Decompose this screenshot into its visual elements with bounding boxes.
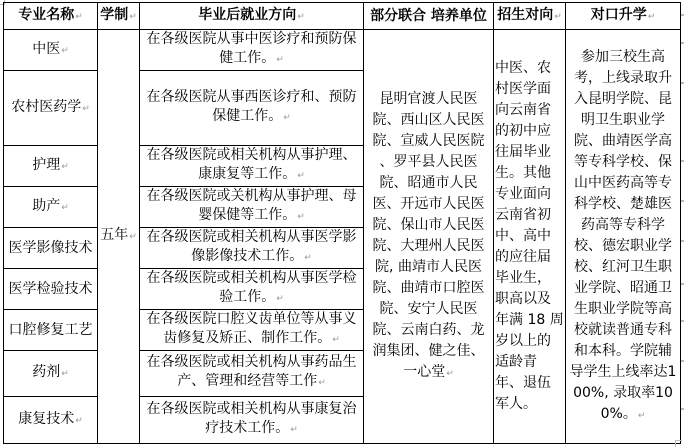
paragraph-mark-icon: ↵	[304, 253, 312, 263]
header-career: 毕业后就业方向↵	[140, 3, 364, 30]
paragraph-mark-icon: ↵	[75, 11, 83, 22]
career-cell: 在各级医院或相关机构从事医学影像影像技术工作。↵	[140, 228, 364, 269]
header-further-study: 对口升学↵	[566, 3, 681, 30]
major-cell: 医学影像技术	[4, 228, 98, 269]
header-duration: 学制↵	[98, 3, 140, 30]
career-cell: 在各级医院或相关机构从事康复治疗技术工作。↵	[140, 397, 364, 444]
duration-cell: 五年↵	[98, 30, 140, 444]
paragraph-mark-icon: ↵	[446, 368, 454, 379]
paragraph-mark-icon: ↵	[647, 11, 656, 22]
paragraph-mark-icon: ↵	[129, 232, 137, 242]
paragraph-mark-icon: ↵	[61, 369, 69, 379]
career-cell: 在各级医院口腔义齿单位等从事义齿修复及矫正、制作工作。↵	[140, 310, 364, 351]
major-cell: 药剂↵	[4, 351, 98, 397]
major-cell: 助产↵	[4, 187, 98, 228]
paragraph-mark-icon: ↵	[554, 11, 562, 22]
career-cell: 在各级医院从事西医诊疗和、预防保健工作。↵	[140, 71, 364, 146]
paragraph-mark-icon: ↵	[290, 425, 298, 435]
paragraph-mark-icon: ↵	[332, 335, 340, 345]
paragraph-mark-icon: ↵	[297, 171, 305, 181]
header-row	[4, 3, 681, 30]
major-cell: 农村医药学↵	[4, 71, 98, 146]
partners-cell: 昆明官渡人民医院、西山区人民医院、宣威人民医院 、罗平县人民医院、昭通市人民医、开远市人民医院、保山市人民医院、大理州人民医院, 曲靖市人民医院、曲靖市口腔医院、安宁人民医院、云南白药、龙润集团、健之佳、一心堂↵	[364, 30, 494, 444]
program-table	[3, 2, 681, 444]
paragraph-mark-icon: ↵	[129, 11, 137, 22]
paragraph-mark-icon: ↵	[318, 378, 326, 388]
paragraph-mark-icon: ↵	[75, 415, 83, 426]
major-cell: 康复技术↵	[4, 397, 98, 444]
major-cell: 口腔修复工艺	[4, 310, 98, 351]
paragraph-mark-icon: ↵	[276, 55, 284, 65]
career-cell: 在各级医院或相关机构从事医学检验工作。↵	[140, 269, 364, 310]
header-major: 专业名称↵	[4, 3, 98, 30]
table-row	[4, 30, 681, 71]
major-cell: 护理↵	[4, 146, 98, 187]
paragraph-mark-icon: ↵	[82, 103, 90, 114]
paragraph-mark-icon: ↵	[61, 202, 69, 213]
header-enrollment: 招生对向↵	[494, 3, 566, 30]
major-cell: 医学检验技术	[4, 269, 98, 310]
career-cell: 在各级医院从事中医诊疗和预防保健工作。↵	[140, 30, 364, 71]
career-cell: 在各级医院或关机构从事护理、母婴保健等工作。↵	[140, 187, 364, 228]
further-study-cell: 参加三校生高考，上线录取升入昆明学院、昆明卫生职业学院、曲靖医学高等专科学校、保山中医药高等专科学校、楚雄医药高等专科学校、德宏职业学校、红河卫生职业学院、昭通卫生职业学院等高校就读普通专科和本科。学院辅导学生上线率达100%, 录取率100%。↵	[566, 30, 681, 444]
major-cell: 中医↵	[4, 30, 98, 71]
header-partners: 部分联合 培养单位	[364, 3, 494, 30]
paragraph-mark-icon: ↵	[61, 45, 69, 56]
paragraph-mark-icon: ↵	[283, 113, 291, 123]
career-cell: 在各级医院或相关机构从事护理、康康复等工作。↵	[140, 146, 364, 187]
paragraph-mark-icon: ↵	[297, 11, 305, 22]
paragraph-mark-icon: ↵	[276, 294, 284, 304]
paragraph-mark-icon: ↵	[297, 212, 305, 222]
paragraph-mark-icon: ↵	[637, 410, 646, 421]
page-corner-mark	[675, 440, 682, 447]
enrollment-cell: 中医、农村医学面向云南省的初中应往届毕业生。其他专业面向云南省初中、高中的应往届毕业生，职高以及年满 18 周岁以上的适龄青年、退伍军人。	[494, 30, 566, 444]
paragraph-mark-icon: ↵	[61, 161, 69, 172]
career-cell: 在各级医院或相关机构从事药品生产、管理和经营等工作↵	[140, 351, 364, 397]
